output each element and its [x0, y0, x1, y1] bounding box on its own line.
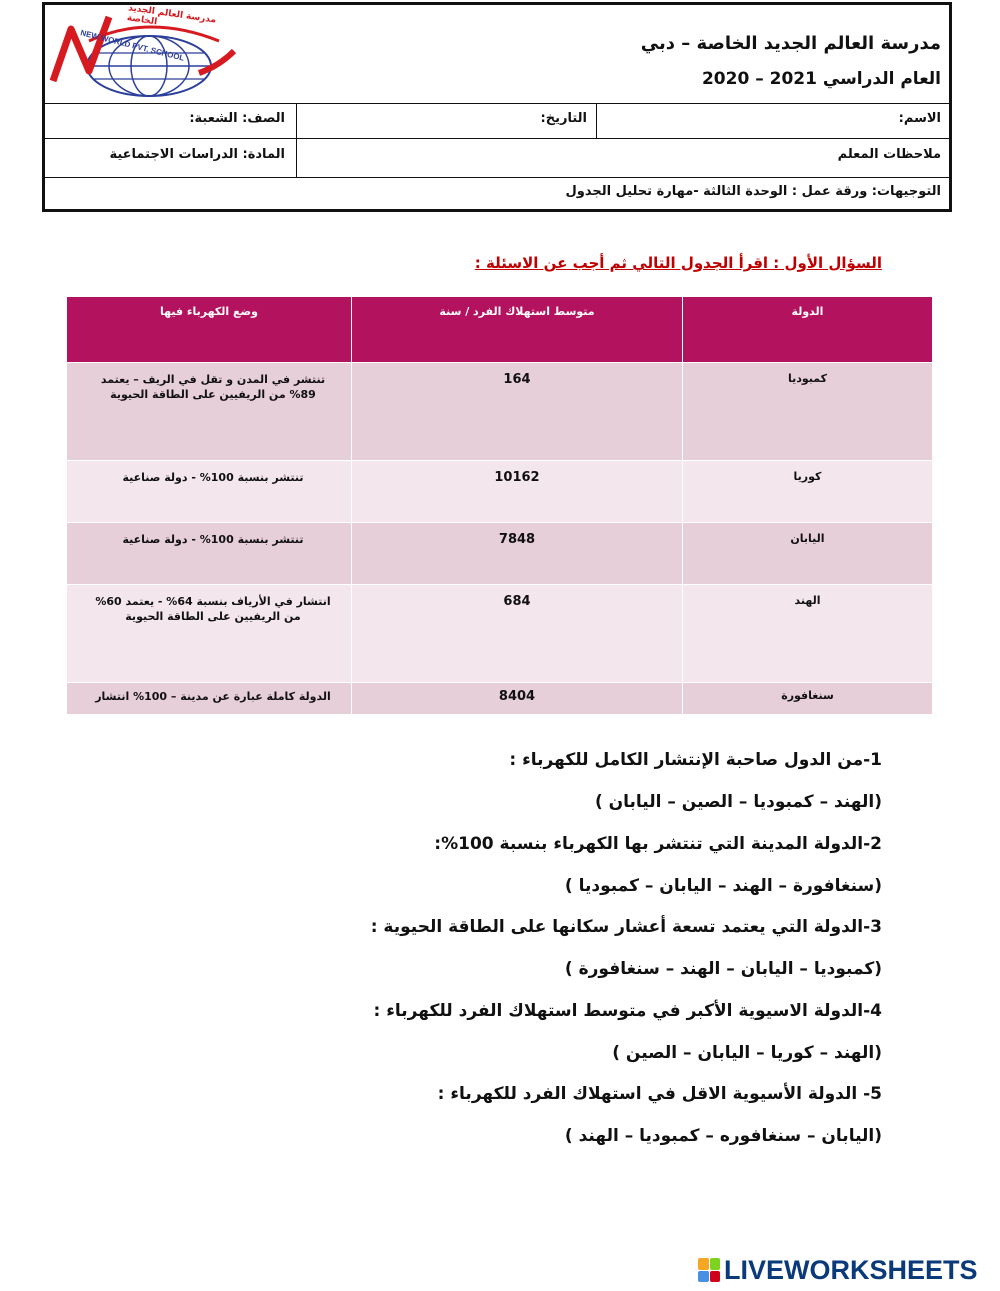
- question-2: 2-الدولة المدينة التي تنتشر بها الكهرباء بنسبة 100%:: [434, 834, 882, 854]
- header-country: الدولة: [683, 297, 933, 363]
- academic-year: العام الدراسي 2021 – 2020: [701, 69, 941, 89]
- question-1: 1-من الدول صاحبة الإنتشار الكامل للكهرباء :: [509, 750, 882, 770]
- question-3-options[interactable]: (كمبوديا – اليابان – الهند – سنغافورة ): [564, 959, 882, 979]
- cell-country: سنغافورة: [683, 683, 933, 715]
- teacher-notes-label: ملاحظات المعلم: [837, 147, 941, 162]
- electricity-table: [66, 296, 933, 715]
- table-row: [67, 461, 933, 523]
- cell-consumption: 164: [352, 363, 683, 461]
- directions-text: التوجيهات: ورقة عمل : الوحدة الثالثة -مهارة تحليل الجدول: [565, 184, 941, 199]
- divider: [45, 177, 949, 178]
- cell-consumption: 8404: [352, 683, 683, 715]
- divider: [596, 103, 597, 138]
- table-row: [67, 363, 933, 461]
- header-consumption: متوسط استهلاك الفرد / سنة: [352, 297, 683, 363]
- subject-label: المادة: الدراسات الاجتماعية: [109, 147, 285, 162]
- cell-consumption: 10162: [352, 461, 683, 523]
- header-status: وضع الكهرباء فيها: [67, 297, 352, 363]
- question-3: 3-الدولة التي يعتمد تسعة أعشار سكانها على الطاقة الحيوية :: [370, 917, 882, 937]
- liveworksheets-logo[interactable]: [698, 1255, 978, 1285]
- date-field-label: التاريخ:: [540, 111, 587, 126]
- question-2-options[interactable]: (سنغافورة – الهند – اليابان – كمبوديا ): [564, 876, 882, 896]
- table-row: [67, 683, 933, 715]
- brand-text: LIVEWORKSHEETS: [724, 1254, 978, 1285]
- question-5: 5- الدولة الأسيوية الاقل في استهلاك الفرد للكهرباء :: [437, 1084, 882, 1104]
- cell-country: اليابان: [683, 523, 933, 585]
- cell-status: تنتشر في المدن و تقل في الريف – يعتمد 89% من الريفيين على الطاقة الحيوية: [67, 363, 352, 461]
- table-row: [67, 585, 933, 683]
- cell-status: تنتشر بنسبة 100% - دولة صناعية: [67, 523, 352, 585]
- question-4-options[interactable]: (الهند – كوريا – اليابان – الصين ): [612, 1043, 882, 1063]
- cell-status: انتشار في الأرياف بنسبة 64% - يعتمد 60% من الريفيين على الطاقة الحيوية: [67, 585, 352, 683]
- question-4: 4-الدولة الاسيوية الأكبر في متوسط استهلاك الفرد للكهرباء :: [373, 1001, 882, 1021]
- liveworksheets-icon: [698, 1258, 720, 1282]
- school-logo: [49, 3, 239, 103]
- class-section-label: الصف: الشعبة:: [189, 111, 285, 126]
- cell-status: تنتشر بنسبة 100% - دولة صناعية: [67, 461, 352, 523]
- name-field-label: الاسم:: [898, 111, 941, 126]
- logo-arabic-text: مدرسة العالم الجديد الخاصة: [126, 3, 217, 28]
- question-1-options[interactable]: (الهند – كمبوديا – الصين – اليابان ): [594, 792, 882, 812]
- cell-consumption: 684: [352, 585, 683, 683]
- cell-country: كمبوديا: [683, 363, 933, 461]
- divider: [296, 103, 297, 177]
- question-5-options[interactable]: (اليابان – سنغافوره – كمبوديا – الهند ): [564, 1126, 882, 1146]
- cell-status: الدولة كاملة عبارة عن مدينة – 100% انتشار: [67, 683, 352, 715]
- table-row: [67, 523, 933, 585]
- worksheet-header: [42, 2, 952, 212]
- cell-country: الهند: [683, 585, 933, 683]
- divider: [45, 138, 949, 139]
- cell-consumption: 7848: [352, 523, 683, 585]
- question-heading: السؤال الأول : اقرأ الجدول التالي ثم أجب عن الاسئلة :: [474, 254, 882, 272]
- logo-english-text: NEW WORLD PVT. SCHOOL: [79, 28, 186, 63]
- table-header-row: [67, 297, 933, 363]
- school-name: مدرسة العالم الجديد الخاصة – دبي: [640, 33, 941, 54]
- divider: [45, 103, 949, 104]
- cell-country: كوريا: [683, 461, 933, 523]
